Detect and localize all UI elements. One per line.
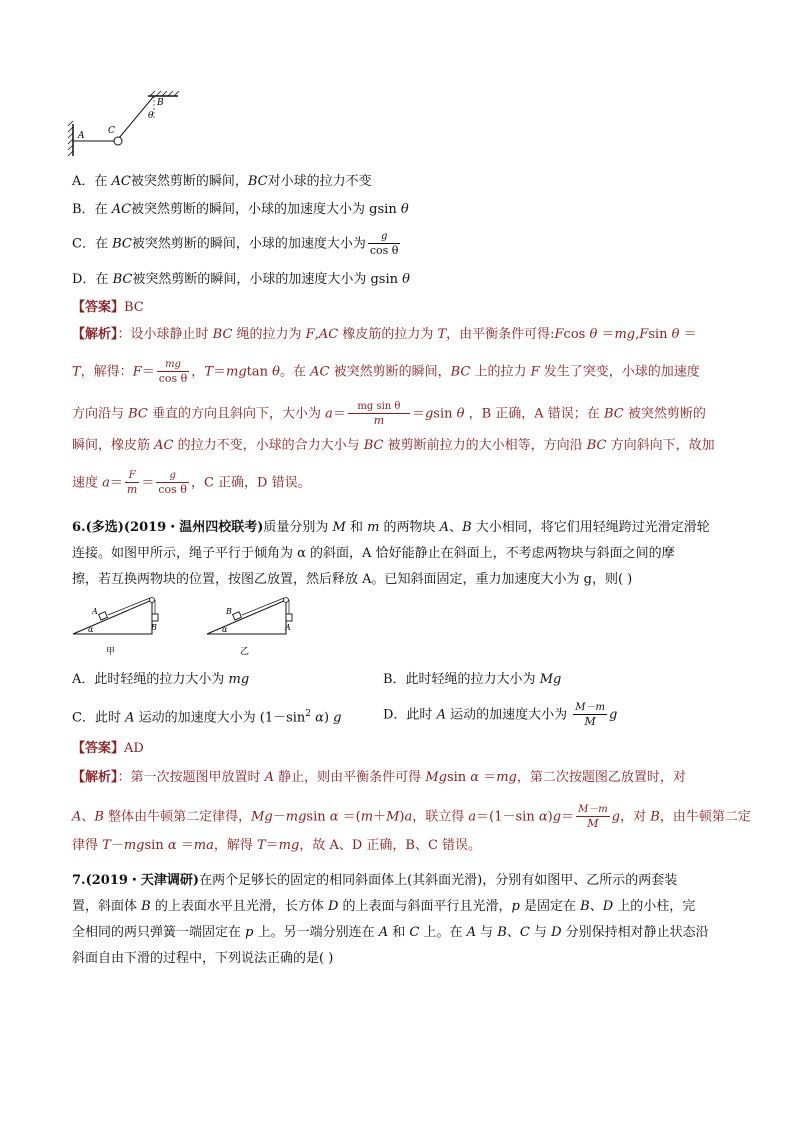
text: 被剪断前拉力的大小相等，方向沿 xyxy=(383,438,587,453)
text: AC xyxy=(111,174,131,189)
text: , xyxy=(314,327,319,342)
text: sin xyxy=(306,809,330,825)
q5-option-d xyxy=(72,272,410,288)
text: m xyxy=(348,413,410,427)
text: A xyxy=(466,925,476,940)
text: AC xyxy=(310,364,330,380)
text: θ xyxy=(272,364,280,380)
label-angle: α xyxy=(222,625,228,634)
text: 运动的加速度大小为 xyxy=(445,707,572,723)
text: － xyxy=(110,838,124,853)
text: θ xyxy=(400,202,409,217)
label-upper: A xyxy=(92,607,98,616)
label-a: A xyxy=(78,131,85,141)
text: BC xyxy=(247,174,268,189)
text: F xyxy=(132,364,142,380)
text: ＝ xyxy=(561,809,575,825)
text: 【解析】 xyxy=(72,327,118,342)
text: 的上表面与斜面平行且光滑， xyxy=(338,899,512,914)
text: 是固定在 xyxy=(519,899,581,914)
text: θ xyxy=(456,406,465,422)
pulley xyxy=(150,598,155,603)
text: 的拉力不变，小球的合力大小与 xyxy=(173,438,364,453)
q5-analysis-line2 xyxy=(72,359,700,385)
text: α xyxy=(167,838,177,853)
text: A．此时轻绳的拉力大小为 xyxy=(72,672,229,687)
fraction xyxy=(368,231,401,257)
label-hang: A xyxy=(285,623,291,632)
text: 质量分别为 xyxy=(263,520,333,535)
text: A xyxy=(264,770,275,785)
q5-answer xyxy=(72,300,144,316)
text: g xyxy=(169,470,176,481)
text: A xyxy=(439,520,450,535)
text: 大小相同，将它们用轻绳跨过光滑定滑轮 xyxy=(471,520,710,535)
q6-answer xyxy=(72,741,144,757)
text: C．在 xyxy=(72,236,113,252)
text: A xyxy=(72,809,82,825)
text: θ xyxy=(671,327,680,342)
q6-stem-line2: 连接。如图甲所示，绳子平行于倾角为 α 的斜面，A 恰好能静止在斜面上，不考虑两物块与斜面之间的摩 xyxy=(72,546,675,561)
text: A xyxy=(436,707,446,723)
text: 、 xyxy=(449,520,463,535)
text: θ xyxy=(402,272,410,287)
text: 瞬间，橡皮筋 xyxy=(72,438,155,453)
text: mg xyxy=(226,364,247,380)
fraction xyxy=(125,470,139,496)
incline xyxy=(73,600,152,634)
text: ， xyxy=(191,364,205,380)
text: C．此时 xyxy=(72,710,126,726)
text: 绳的拉力为 xyxy=(232,327,306,342)
text: ，对 xyxy=(620,809,651,825)
q5-analysis-line4 xyxy=(72,438,715,454)
text: g xyxy=(608,707,618,723)
text: ，由平衡条件可得: xyxy=(446,327,555,342)
text: 对小球的拉力不变 xyxy=(267,174,372,189)
text: C xyxy=(519,925,530,940)
text: F xyxy=(554,327,564,342)
q7-stem-line1 xyxy=(72,873,677,889)
q7-stem-line2 xyxy=(72,899,695,915)
text: sin xyxy=(378,272,403,287)
text: AC xyxy=(111,202,132,217)
ball xyxy=(114,137,122,145)
text: ＝ xyxy=(479,770,497,785)
text: BC xyxy=(112,272,133,287)
text: sin xyxy=(377,202,401,217)
text: ，联立得 xyxy=(412,809,469,825)
text: 与 xyxy=(476,925,498,940)
text: α xyxy=(315,710,324,726)
text: ：设小球静止时 xyxy=(117,327,213,342)
fraction xyxy=(348,401,410,427)
text: mg xyxy=(614,327,636,342)
text: A．在 xyxy=(72,174,112,189)
caption-jia: 甲 xyxy=(106,647,116,657)
text: m xyxy=(367,520,380,535)
label-upper: B xyxy=(226,607,232,616)
text: ) xyxy=(547,809,553,825)
text: , xyxy=(635,327,640,342)
text: M xyxy=(576,816,610,830)
text: T xyxy=(204,364,213,380)
text: T xyxy=(72,364,81,380)
text: 在两个足够长的固定的相同斜面体上(其斜面光滑)，分别有如图甲、乙所示的两套装 xyxy=(199,873,678,888)
text: 速度 xyxy=(72,475,103,491)
text: ，由牛顿第二定 xyxy=(659,809,751,825)
text: cos θ xyxy=(158,483,187,496)
text: F xyxy=(639,327,649,342)
text: 分别保持相对静止状态沿 xyxy=(561,925,709,940)
text: B．在 xyxy=(72,202,112,217)
text: sin xyxy=(144,838,168,853)
text: F xyxy=(305,327,315,342)
label-hang: B xyxy=(151,623,157,632)
text: 的上表面水平且光滑，长方体 xyxy=(150,899,328,914)
text: B xyxy=(580,899,590,914)
text: 上。另一端分别连在 xyxy=(253,925,379,940)
text: AC xyxy=(154,438,174,453)
q5-analysis-line1 xyxy=(72,327,697,343)
text: 被突然剪断的瞬间，小球的加速度大小为 xyxy=(132,272,371,287)
q5-analysis-line5 xyxy=(72,470,311,496)
block-upper xyxy=(99,612,108,620)
block-hanging xyxy=(152,614,158,621)
block-hanging xyxy=(286,614,292,621)
q7-stem-line3 xyxy=(72,925,709,941)
text: BC xyxy=(450,364,471,380)
text: θ xyxy=(589,327,598,342)
label-angle: α xyxy=(88,625,94,634)
text: AD xyxy=(124,741,144,756)
text: ，第二次按题图乙放置时，对 xyxy=(516,770,686,785)
text: 置，斜面体 xyxy=(72,899,142,914)
text: B xyxy=(650,809,660,825)
text: D xyxy=(602,899,614,914)
text: ＝(1－sin xyxy=(476,809,539,825)
text: g xyxy=(380,231,388,242)
text: D．在 xyxy=(72,272,113,287)
text: A xyxy=(378,925,389,940)
text: 被突然剪断的瞬间， xyxy=(130,174,248,189)
text: 6.(多选)(2019・温州四校联考) xyxy=(72,520,264,535)
text: BC xyxy=(112,236,132,252)
text: 7.(2019・天津调研) xyxy=(72,873,200,888)
figure-jia xyxy=(68,592,168,658)
text: B xyxy=(497,925,507,940)
q7-stem-line4: 斜面自由下滑的过程中，下列说法正确的是( ) xyxy=(72,951,334,966)
text: mg xyxy=(165,359,181,370)
text: Mg xyxy=(425,770,447,785)
text: a xyxy=(468,809,477,825)
rope-along-incline xyxy=(108,598,150,615)
text: BC xyxy=(603,406,624,422)
q5-option-b xyxy=(72,202,409,218)
text: m xyxy=(126,483,138,496)
text: p xyxy=(511,899,520,914)
text: cos θ xyxy=(158,372,188,385)
text: － xyxy=(272,809,286,825)
text: ，故 A、D 正确，B、C 错误。 xyxy=(299,838,482,853)
text: g xyxy=(370,272,379,287)
text: ＝ xyxy=(176,838,194,853)
fraction xyxy=(576,804,610,830)
text: a xyxy=(102,475,110,491)
text: 、 xyxy=(506,925,520,940)
text: 方向斜向下，故加 xyxy=(606,438,715,453)
q5-option-a xyxy=(72,174,372,190)
text: sin xyxy=(433,406,457,422)
text: ，B 正确，A 错误；在 xyxy=(464,406,604,422)
text: mg sin θ xyxy=(357,401,401,412)
text: B xyxy=(141,899,151,914)
text: 【解析】 xyxy=(72,770,118,785)
text: 、 xyxy=(589,899,603,914)
text: ＝ xyxy=(332,406,346,422)
text: mg xyxy=(123,838,145,853)
caption-yi: 乙 xyxy=(240,647,250,657)
text: T xyxy=(102,838,111,853)
text: 【答案】 xyxy=(72,741,125,756)
text: M xyxy=(386,809,400,825)
text: 静止，则由平衡条件可得 xyxy=(274,770,426,785)
text: a xyxy=(404,809,413,825)
text: α xyxy=(470,770,480,785)
text: C xyxy=(409,925,420,940)
text: ＝ xyxy=(109,475,123,491)
text: mg xyxy=(496,770,517,785)
text: A xyxy=(125,710,135,726)
text: 被突然剪断的瞬间，小球的加速度大小为 xyxy=(131,202,370,217)
fraction xyxy=(157,359,190,385)
text: 垂直的方向且斜向下，大小为 xyxy=(147,406,326,422)
text: T xyxy=(437,327,447,342)
q6-analysis-line3 xyxy=(72,838,481,854)
label-c: C xyxy=(108,126,115,136)
block-upper xyxy=(233,612,242,620)
text: tan xyxy=(246,364,273,380)
text: g xyxy=(611,809,621,825)
label-b: B xyxy=(157,98,164,108)
text: mg xyxy=(278,838,300,853)
text: m xyxy=(360,809,374,825)
text: p xyxy=(245,925,254,940)
text: D．此时 xyxy=(383,707,437,723)
text: B xyxy=(462,520,472,535)
text: 全相同的两只弹簧一端固定在 xyxy=(72,925,246,940)
text: T xyxy=(256,838,266,853)
text: 2 xyxy=(305,709,312,719)
q6-analysis-line1 xyxy=(72,770,686,786)
text: g xyxy=(552,809,562,825)
text: α xyxy=(538,809,548,825)
text: g xyxy=(369,202,378,217)
text: cos xyxy=(563,327,590,342)
ceiling xyxy=(148,91,179,96)
text: ＝( xyxy=(338,809,361,825)
text: 被突然剪断的 xyxy=(623,406,706,422)
text: B．此时轻绳的拉力大小为 xyxy=(383,672,540,687)
rope-along-incline xyxy=(242,598,284,615)
text: 被突然剪断的瞬间， xyxy=(329,364,451,380)
text: ＝ xyxy=(597,327,615,342)
fraction xyxy=(156,470,189,496)
text: 与 xyxy=(529,925,552,940)
text: 和 xyxy=(345,520,368,535)
text: M xyxy=(332,520,346,535)
text: 橡皮筋的拉力为 xyxy=(338,327,438,342)
text: ，解得 xyxy=(213,838,257,853)
text: D xyxy=(551,925,562,940)
text: ＝ xyxy=(141,364,155,380)
text: 发生了突变，小球的加速度 xyxy=(539,364,700,380)
text: 运动的加速度大小为 (1－sin xyxy=(134,710,306,726)
text: mg xyxy=(228,672,250,687)
text: ＝ xyxy=(141,475,155,491)
text: g xyxy=(424,406,434,422)
text: 被突然剪断的瞬间，小球的加速度大小为 xyxy=(131,236,366,252)
text: Mg xyxy=(539,672,562,687)
text: ，解得： xyxy=(80,364,133,380)
text: 。在 xyxy=(279,364,311,380)
q6-option-d xyxy=(383,702,617,728)
figure-ball-ropes xyxy=(60,88,200,160)
text: B xyxy=(94,809,104,825)
text: 的两物块 xyxy=(379,520,440,535)
q6-option-b xyxy=(383,672,561,688)
text: 律得 xyxy=(72,838,103,853)
q6-stem-line1 xyxy=(72,520,710,536)
text: F xyxy=(128,470,136,481)
text: 和 xyxy=(388,925,410,940)
text: 上的小柱，完 xyxy=(613,899,696,914)
text: BC xyxy=(128,406,148,422)
text: ＝ xyxy=(265,838,279,853)
incline xyxy=(207,600,286,634)
q6-stem-line3: 擦，若互换两物块的位置，按图乙放置，然后释放 A。已知斜面固定，重力加速度大小为 g，则( ) xyxy=(72,572,633,587)
left-wall xyxy=(68,121,73,156)
text: 、 xyxy=(81,809,95,825)
text: 上的拉力 xyxy=(470,364,531,380)
text: M xyxy=(573,714,607,728)
text: α xyxy=(329,809,339,825)
text: 整体由牛顿第二定律得， xyxy=(103,809,252,825)
text: ) xyxy=(399,809,405,825)
text: D xyxy=(327,899,339,914)
text: cos θ xyxy=(369,244,399,257)
text: ＋ xyxy=(373,809,387,825)
text: F xyxy=(530,364,540,380)
text: BC xyxy=(363,438,384,453)
text: Mg xyxy=(251,809,273,825)
text: ＝ xyxy=(212,364,226,380)
q6-analysis-line2 xyxy=(72,804,751,830)
text: mg xyxy=(285,809,307,825)
pulley xyxy=(284,598,289,603)
text: ＝ xyxy=(411,406,425,422)
text: BC xyxy=(586,438,607,453)
text: ) xyxy=(323,710,334,726)
text: 方向沿与 xyxy=(72,406,129,422)
text: 【答案】 xyxy=(72,300,125,315)
text: sin xyxy=(648,327,672,342)
text: 上。在 xyxy=(419,925,467,940)
text: ma xyxy=(193,838,214,853)
q5-analysis-line3 xyxy=(72,401,706,427)
figure-yi xyxy=(202,592,302,658)
text: ＝ xyxy=(679,327,697,342)
text: BC xyxy=(212,327,233,342)
text: AC xyxy=(318,327,339,342)
text: M－m xyxy=(575,702,605,713)
text: ，C 正确，D 错误。 xyxy=(190,475,311,491)
q6-option-c xyxy=(72,706,342,726)
q6-option-a xyxy=(72,672,249,688)
text: BC xyxy=(124,300,144,315)
text: ：第一次按题图甲放置时 xyxy=(117,770,265,785)
text: g xyxy=(333,710,342,726)
label-theta: θ xyxy=(148,111,154,121)
text: M－m xyxy=(578,804,608,815)
fraction xyxy=(573,702,607,728)
text: a xyxy=(325,406,333,422)
q5-option-c xyxy=(72,231,402,257)
text: sin xyxy=(446,770,471,785)
